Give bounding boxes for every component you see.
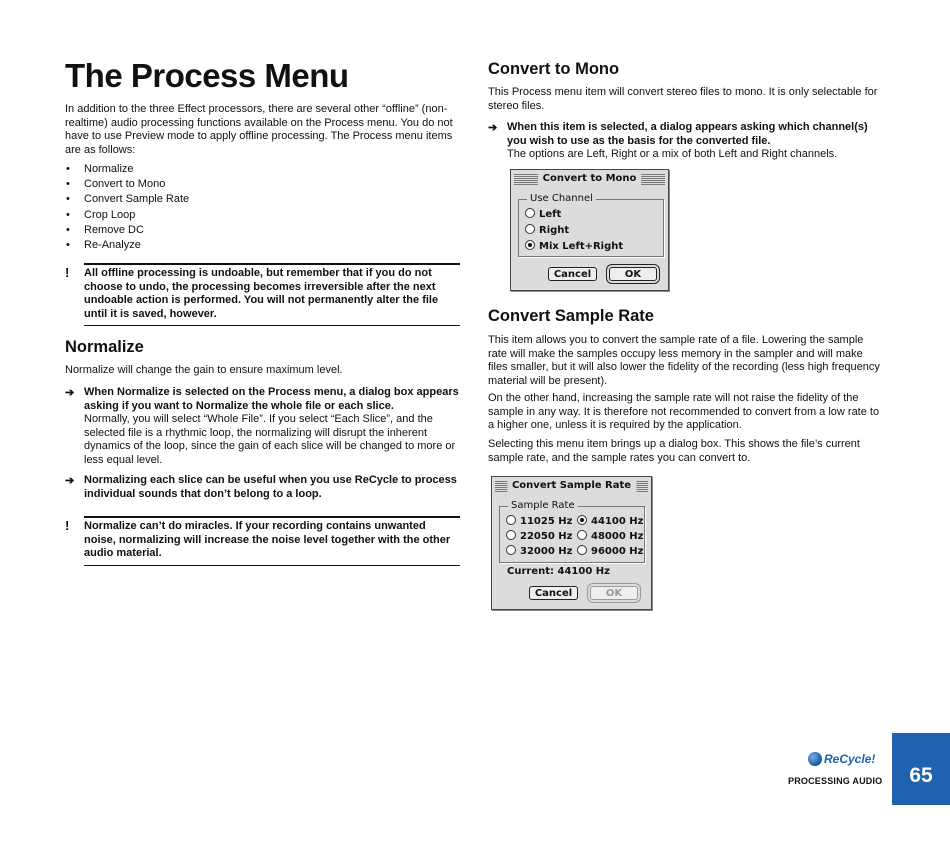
radio-right[interactable] xyxy=(525,224,569,237)
radio-11025[interactable] xyxy=(506,515,572,528)
normalize-heading: Normalize xyxy=(65,338,144,356)
radio-32000[interactable] xyxy=(506,545,572,558)
dialog-titlebar[interactable] xyxy=(514,173,665,185)
step-bold-text: When this item is selected, a dialog appears asking which channel(s) you wish to use as the basis for the converted file. xyxy=(507,121,868,147)
radio-48000[interactable] xyxy=(577,530,643,543)
arrow-right-icon: ➔ xyxy=(65,475,75,487)
radio-44100[interactable] xyxy=(577,515,643,528)
note-bottom-rule xyxy=(84,325,460,326)
note-normalize xyxy=(65,516,460,566)
note-text: Normalize can’t do miracles. If your recording contains unwanted noise, normalizing will increase the noise level together with the other audio material. xyxy=(84,520,451,560)
radio-label: 44100 Hz xyxy=(591,516,644,527)
radio-label: 32000 Hz xyxy=(520,546,573,557)
cancel-button[interactable]: Cancel xyxy=(529,586,578,600)
list-item: • Remove DC xyxy=(65,223,460,238)
rate-heading: Convert Sample Rate xyxy=(488,307,654,325)
ok-button-disabled: OK xyxy=(590,586,638,600)
sample-rate-group xyxy=(499,500,645,563)
step-bold-text: Normalizing each slice can be useful when you use ReCycle to process individual sounds that don’t belong to a loop. xyxy=(84,474,457,500)
recycle-logo-icon xyxy=(808,752,822,766)
radio-96000[interactable] xyxy=(577,545,643,558)
dialog-title: Convert to Mono xyxy=(538,172,642,186)
note-top-rule xyxy=(84,516,460,518)
note-bottom-rule xyxy=(84,565,460,566)
radio-button-selected[interactable] xyxy=(525,240,535,250)
recycle-logo xyxy=(808,752,875,766)
rate-paragraph-1: This item allows you to convert the sample rate of a file. Lowering the sample rate will make the samples occupy less memory in the sampler and will make files smaller, but it will also lower the fidelity of the recording (less high frequency material will be present). xyxy=(488,334,880,387)
radio-label: 22050 Hz xyxy=(520,531,573,542)
radio-label: Mix Left+Right xyxy=(539,241,624,252)
exclamation-icon: ! xyxy=(65,518,70,533)
radio-button[interactable] xyxy=(506,530,516,540)
note-top-rule xyxy=(84,263,460,265)
group-label: Sample Rate xyxy=(508,499,578,512)
radio-button[interactable] xyxy=(525,224,535,234)
radio-label: Right xyxy=(539,225,570,236)
convert-sample-rate-dialog xyxy=(491,476,652,610)
normalize-step-1 xyxy=(65,386,460,468)
intro-paragraph: In addition to the three Effect processors, there are several other “offline” (non-realtime) audio processing functions available on the Process menu. You do not have to use Preview mode to apply offline processing. The Process menu items are as follows: xyxy=(65,103,453,156)
arrow-right-icon: ➔ xyxy=(65,387,75,399)
logo-text: ReCycle! xyxy=(824,752,876,766)
radio-button[interactable] xyxy=(506,545,516,555)
dialog-title: Convert Sample Rate xyxy=(507,479,636,493)
ok-button[interactable]: OK xyxy=(609,267,657,281)
group-label: Use Channel xyxy=(527,192,596,205)
radio-left[interactable] xyxy=(525,208,561,221)
arrow-right-icon: ➔ xyxy=(488,122,498,134)
radio-button[interactable] xyxy=(577,545,587,555)
list-item: • Convert Sample Rate xyxy=(65,192,460,207)
list-item: • Crop Loop xyxy=(65,208,460,223)
convert-to-mono-dialog xyxy=(510,169,669,291)
normalize-text: Normalize will change the gain to ensure maximum level. xyxy=(65,364,343,376)
step-bold-text: When Normalize is selected on the Process menu, a dialog box appears asking if you want to Normalize the whole file or each slice. xyxy=(84,386,459,412)
process-menu-list xyxy=(65,162,460,253)
radio-label: 48000 Hz xyxy=(591,531,644,542)
radio-label: 96000 Hz xyxy=(591,546,644,557)
step-text: Normally, you will select “Whole File”. If you select “Each Slice”, and the selected file is a rhythmic loop, the normalizing will disrupt the inherent dynamics of the loop, since the gain of each slice will be changed to more or less equal level. xyxy=(84,413,456,466)
section-label: PROCESSING AUDIO xyxy=(788,776,883,786)
step-text: The options are Left, Right or a mix of both Left and Right channels. xyxy=(507,148,838,161)
radio-label: Left xyxy=(539,209,562,220)
mono-text: This Process menu item will convert stereo files to mono. It is only selectable for stereo files. xyxy=(488,86,878,112)
exclamation-icon: ! xyxy=(65,265,70,280)
page-number-tab xyxy=(892,733,950,805)
cancel-button[interactable]: Cancel xyxy=(548,267,597,281)
mono-heading: Convert to Mono xyxy=(488,60,620,78)
page-number: 65 xyxy=(909,764,933,787)
page-title: The Process Menu xyxy=(65,57,349,94)
rate-paragraph-3: Selecting this menu item brings up a dialog box. This shows the file’s current sample rate, and the sample rates you can convert to. xyxy=(488,438,860,464)
radio-button-selected[interactable] xyxy=(577,515,587,525)
note-text: All offline processing is undoable, but remember that if you do not choose to undo, the processing becomes irreversible after the next undoable action is performed. You will not permanently alter the file until it is saved, however. xyxy=(84,267,439,320)
radio-mix[interactable] xyxy=(525,240,623,253)
dialog-titlebar[interactable] xyxy=(495,480,648,492)
use-channel-group xyxy=(518,193,664,257)
radio-button[interactable] xyxy=(525,208,535,218)
current-rate: Current: 44100 Hz xyxy=(507,566,610,577)
note-undo xyxy=(65,263,460,326)
rate-paragraph-2: On the other hand, increasing the sample rate will not raise the fidelity of the sample in any way. It is therefore not recommended to convert from a low rate to a higher one, unless it is required by the application. xyxy=(488,392,880,432)
list-item: • Convert to Mono xyxy=(65,177,460,192)
radio-22050[interactable] xyxy=(506,530,572,543)
radio-button[interactable] xyxy=(577,530,587,540)
radio-button[interactable] xyxy=(506,515,516,525)
radio-label: 11025 Hz xyxy=(520,516,573,527)
mono-step xyxy=(488,121,883,162)
list-item: • Re-Analyze xyxy=(65,238,460,253)
normalize-step-2 xyxy=(65,474,460,501)
list-item: • Normalize xyxy=(65,162,460,177)
